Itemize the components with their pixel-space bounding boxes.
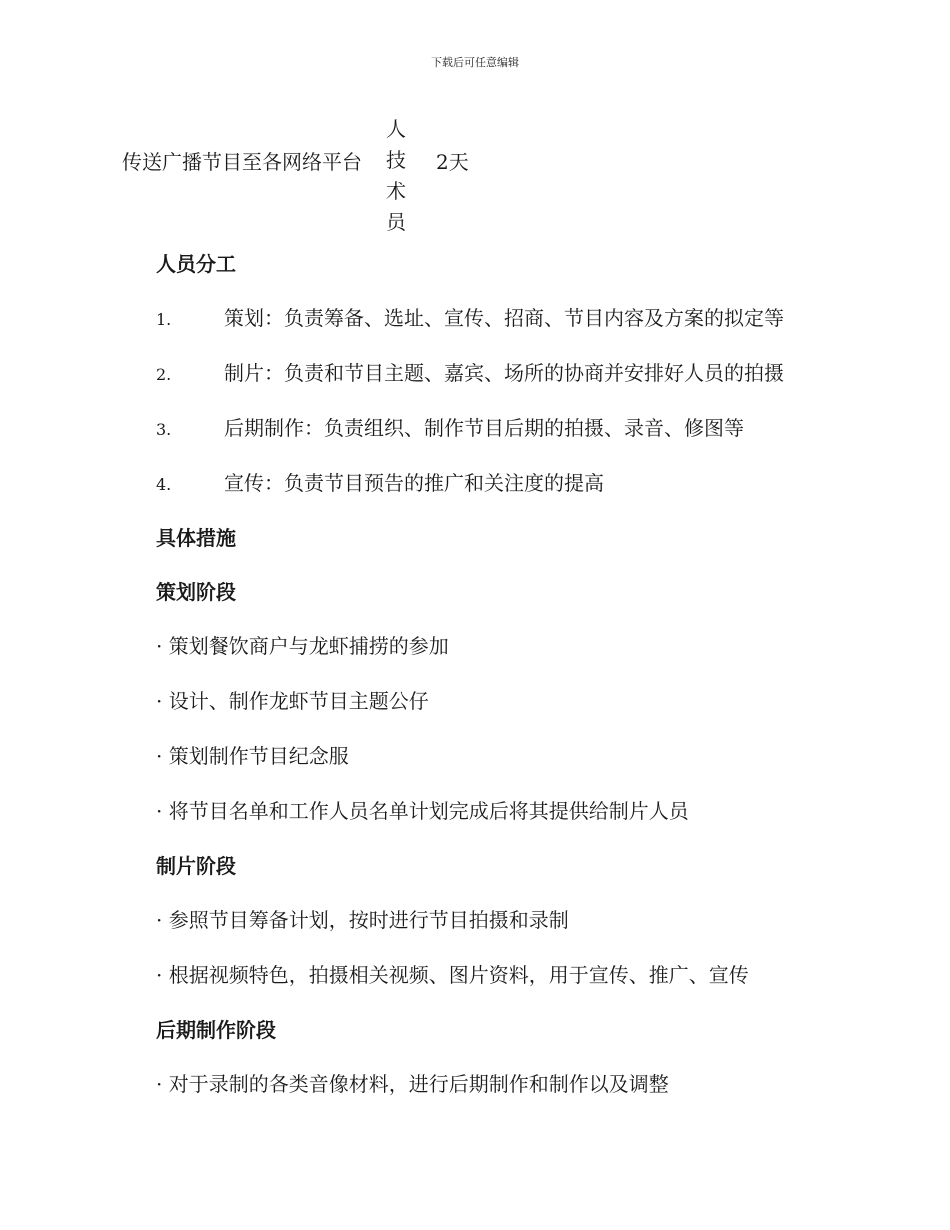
bullet-item: · 参照节目筹备计划，按时进行节目拍摄和录制 bbox=[156, 908, 569, 932]
table-cell-task: 传送广播节目至各网络平台 bbox=[122, 150, 362, 174]
list-text: 后期制作：负责组织、制作节目后期的拍摄、录音、修图等 bbox=[224, 416, 744, 440]
schedule-table-row bbox=[122, 112, 522, 242]
role-char: 员 bbox=[386, 210, 406, 234]
role-char: 人 bbox=[386, 117, 406, 141]
document-body bbox=[156, 244, 916, 1119]
bullet-item: · 策划制作节目纪念服 bbox=[156, 744, 349, 768]
role-char: 术 bbox=[386, 179, 406, 203]
list-item bbox=[156, 298, 916, 353]
header-note: 下载后可任意编辑 bbox=[431, 56, 519, 69]
list-text: 策划：负责筹备、选址、宣传、招商、节目内容及方案的拟定等 bbox=[224, 306, 784, 330]
bullet-item: · 设计、制作龙虾节目主题公仔 bbox=[156, 689, 429, 713]
bullet-item: · 对于录制的各类音像材料，进行后期制作和制作以及调整 bbox=[156, 1072, 669, 1096]
table-cell-days: 2天 bbox=[436, 150, 469, 174]
table-cell-role bbox=[384, 114, 408, 238]
list-text: 宣传：负责节目预告的推广和关注度的提高 bbox=[224, 471, 604, 495]
bullet-item: · 策划餐饮商户与龙虾捕捞的参加 bbox=[156, 634, 449, 658]
bullet-item: · 将节目名单和工作人员名单计划完成后将其提供给制片人员 bbox=[156, 799, 689, 823]
bullet-item: · 根据视频特色，拍摄相关视频、图片资料，用于宣传、推广、宣传 bbox=[156, 963, 749, 987]
list-text: 制片：负责和节目主题、嘉宾、场所的协商并安排好人员的拍摄 bbox=[224, 361, 784, 385]
list-item bbox=[156, 463, 916, 518]
list-item bbox=[156, 353, 916, 408]
section-heading-production: 制片阶段 bbox=[156, 854, 236, 878]
section-heading-division: 人员分工 bbox=[156, 252, 236, 276]
list-number: 4. bbox=[156, 475, 172, 494]
list-number: 1. bbox=[156, 310, 172, 329]
list-number: 3. bbox=[156, 420, 172, 439]
list-item bbox=[156, 408, 916, 463]
section-heading-measures: 具体措施 bbox=[156, 526, 236, 550]
list-number: 2. bbox=[156, 365, 172, 384]
section-heading-post: 后期制作阶段 bbox=[156, 1018, 276, 1042]
section-heading-planning: 策划阶段 bbox=[156, 580, 236, 604]
role-char: 技 bbox=[386, 148, 406, 172]
